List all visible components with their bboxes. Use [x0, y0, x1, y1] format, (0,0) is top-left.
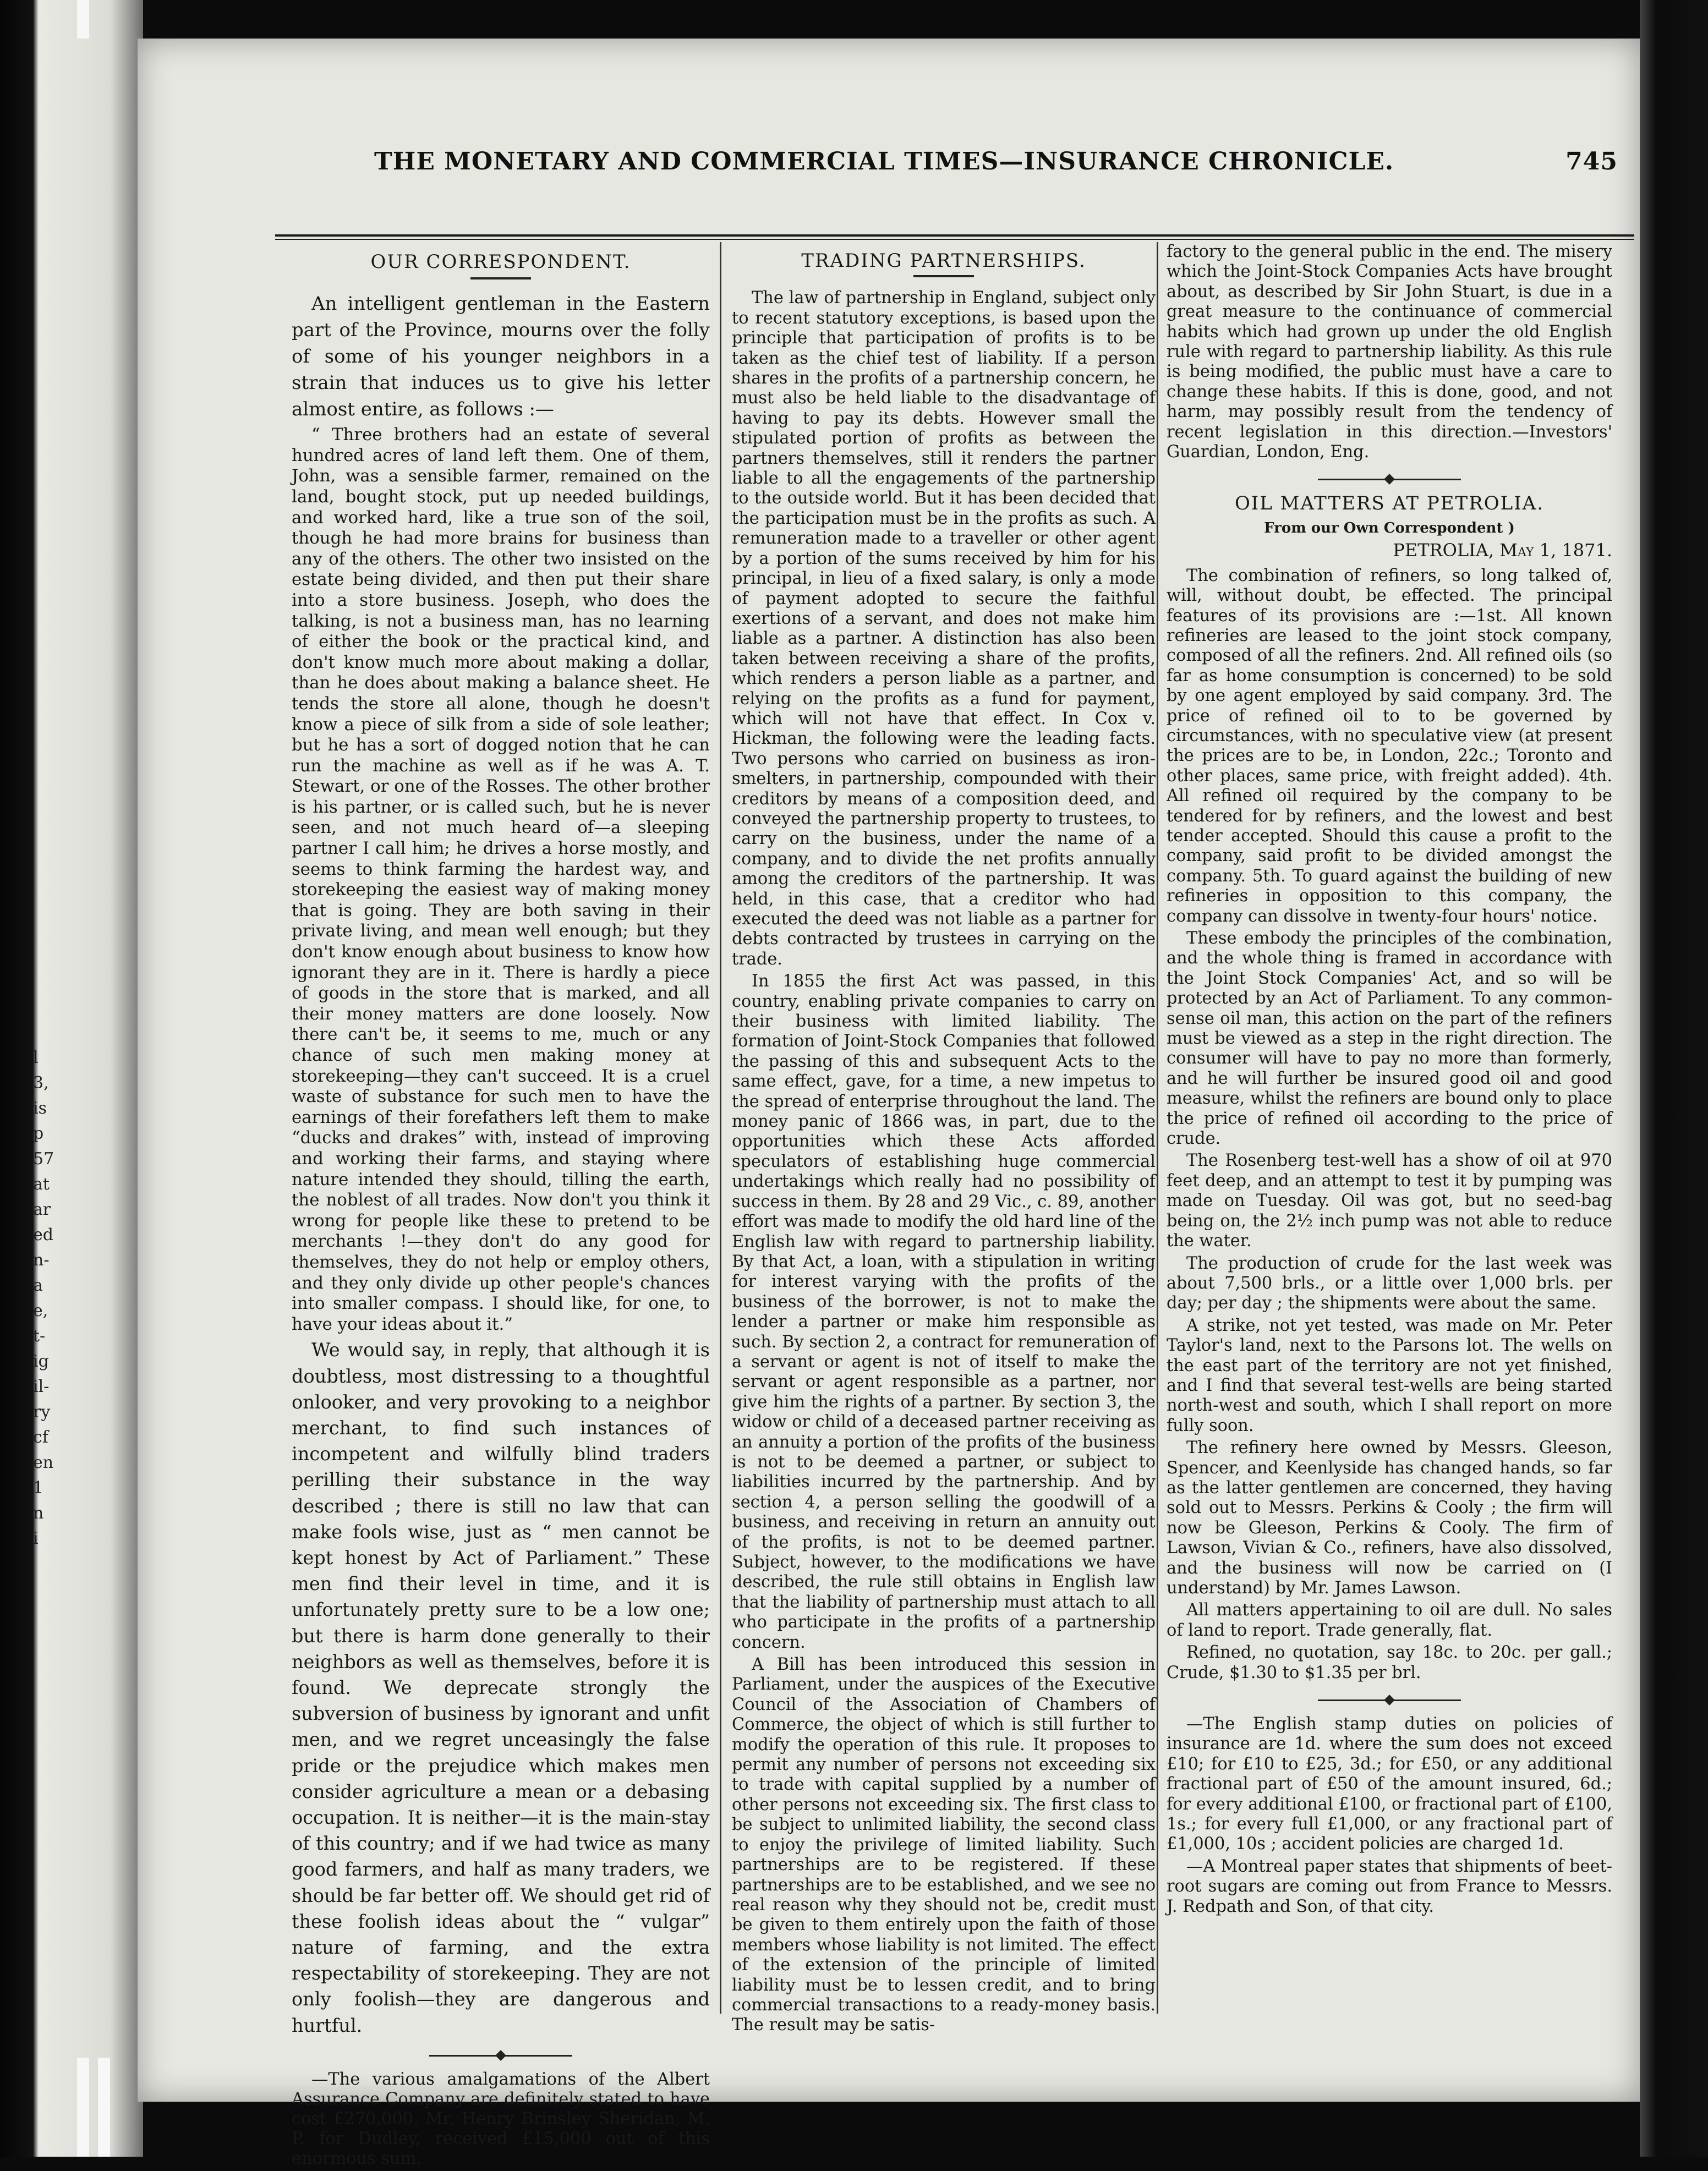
previous-page-fragment: cf — [33, 1428, 48, 1447]
article-continuation: factory to the general public in the end. The misery which the Joint-Stock Companies Acts have brought about, as described by Sir John Stuart, is due in a great measure to the continuance of commercial habits which had grown up under the old English rule with regard to partnership liability. As this rule is being modified, the public must have a care to change these habits. If this is done, good, and not harm, may possibly result from the tendency of recent legislation in this direction.—Investors' Guardian, London, Eng. — [1167, 242, 1612, 462]
article-paragraph: All matters appertaining to oil are dull. No sales of land to report. Trade generally, flat. — [1167, 1600, 1612, 1640]
article-heading: OIL MATTERS AT PETROLIA. — [1234, 492, 1545, 515]
previous-page-fragment: p — [33, 1124, 44, 1143]
article-paragraph: These embody the principles of the combination, and the whole thing is framed in accordance with the Joint Stock Companies' Act, and so will be protected by an Act of Parliament. To any common-sense oil man, this action on the part of the refiners must be viewed as a step in the right direction. The consumer will have to pay no more than formerly, and he will further be insured good oil and good measure, whilst the refiners are bound only to place the price of refined oil according to the price of crude. — [1167, 929, 1612, 1149]
column-right — [1167, 242, 1612, 1919]
article-paragraph: We would say, in reply, that although it is doubtless, most distressing to a thoughtful onlooker, and very provoking to a neighbor merchant, to find such instances of incompetent and wilfully blind traders perilling their substance in the way described ; there is still no law that can make fools wise, just as “ men cannot be kept honest by Act of Parliament.” These men find their level in time, and it is unfortunately pretty sure to be a low one; but there is harm done generally to their neighbors as well as themselves, before it is found. We deprecate strongly the subversion of business by ignorant and unfit men, and we regret unceasingly the false pride or the prejudice which makes men consider agriculture a mean or a debasing occupation. It is neither—it is the main-stay of this country; and if we had twice as many good farmers, and half as many traders, we should be far better off. We should get rid of these foolish ideas about the “ vulgar” nature of farming, and the extra respectability of storekeeping. They are not only foolish—they are dangerous and hurtful. — [292, 1339, 710, 2036]
previous-page-fragment: i — [33, 1529, 39, 1548]
article-paragraph: A strike, not yet tested, was made on Mr. Peter Taylor's land, next to the Parsons lot. The wells on the east part of the territory are not yet finished, and I find that several test-wells are being started north-west and south, which I shall report on more fully soon. — [1167, 1315, 1612, 1435]
column-middle — [732, 242, 1156, 2038]
previous-page-fragment: n- — [33, 1251, 50, 1270]
film-margin-right — [1640, 0, 1708, 2157]
article-paragraph: The refinery here owned by Messrs. Gleeson, Spencer, and Keenlyside has changed hands, so far as the latter gentlemen are concerned, they having sold out to Messrs. Perkins & Cooly ; the firm will now be Gleeson, Perkins & Cooly. The firm of Lawson, Vivian & Co., refiners, have also dissolved, and the business will now be carried on (I understand) by Mr. James Lawson. — [1167, 1438, 1612, 1598]
previous-page-fragment: is — [33, 1099, 47, 1118]
dateline: PETROLIA, May 1, 1871. — [1393, 540, 1612, 561]
article-heading: OUR CORRESPONDENT. — [370, 251, 631, 273]
previous-page-fragment: 3, — [33, 1073, 49, 1093]
header-rule — [275, 234, 1634, 237]
article-paragraph: Refined, no quotation, say 18c. to 20c. per gall.; Crude, $1.30 to $1.35 per brl. — [1167, 1643, 1612, 1682]
previous-page-fragment: 1 — [33, 1478, 44, 1498]
previous-page-edge-text — [33, 1045, 149, 1552]
news-item: —The English stamp duties on policies of insurance are 1d. where the sum does not exceed £10; for £10 to £25, 3d.; for £50, or any additional fractional part of £50 of the amount insured, 6d.; for every additional £100, or fractional part of £100, 1s.; for every full £1,000, or any fractional part of £1,000, 10s ; accident policies are charged 1d. — [1167, 1714, 1612, 1854]
section-divider — [1318, 479, 1461, 480]
column-divider — [720, 242, 721, 2014]
column-left — [292, 242, 710, 2171]
article-paragraph: The production of crude for the last week was about 7,500 brls., or a little over 1,000 brls. per day; per day ; the shipments were about the same. — [1167, 1253, 1612, 1313]
article-paragraph: The Rosenberg test-well has a show of oil at 970 feet deep, and an attempt to test it by pumping was made on Tuesday. Oil was got, but no seed-bag being on, the 2½ inch pump was not able to reduce the water. — [1167, 1151, 1612, 1251]
article-paragraph: The combination of refiners, so long talked of, will, without doubt, be effected. The principal features of its provisions are :—1st. All known refineries are leased to the joint stock company, composed of all the refiners. 2nd. All refined oils (so far as home consumption is concerned) to be sold by one agent employed by said company. 3rd. The price of refined oil to to be governed by circumstances, with no speculative view (at present the prices are to be, in London, 22c.; Toronto and other places, same price, with freight added). 4th. All refined oil required by the company to be tendered for by refiners, and the lowest and best tender accepted. Should this cause a profit to the company, said profit to be divided amongst the company. 5th. To guard against the building of new refineries in opposition to this company, the company can dissolve in twenty-four hours' notice. — [1167, 566, 1612, 926]
previous-page-fragment: ed — [33, 1225, 53, 1245]
film-sprocket-mark — [77, 0, 89, 39]
section-divider — [1318, 1699, 1461, 1701]
header-rule — [275, 239, 1634, 240]
running-title: THE MONETARY AND COMMERCIAL TIMES—INSURANCE CHRONICLE. — [374, 147, 1394, 176]
previous-page-fragment: e, — [33, 1301, 48, 1320]
previous-page-fragment: l — [33, 1048, 39, 1067]
article-paragraph: An intelligent gentleman in the Eastern part of the Province, mourns over the folly of some of his younger neighbors in a strain that induces us to give his letter almost entire, as follows :— — [292, 293, 710, 421]
previous-page-fragment: il- — [33, 1377, 50, 1396]
previous-page-fragment: n — [33, 1504, 44, 1523]
article-paragraph: In 1855 the first Act was passed, in this country, enabling private companies to carry on their business with limited liability. The formation of Joint-Stock Companies that followed the passing of this and subsequent Acts to the same effect, gave, for a time, a new impetus to the spread of enterprise throughout the land. The money panic of 1866 was, in part, due to the opportunities which these Acts afforded speculators of establishing huge commercial undertakings which really had no possibility of success in them. By 28 and 29 Vic., c. 89, another effort was made to modify the old hard line of the English law with regard to partnership liability. By that Act, a loan, with a stipulation in writing for interest varying with the profits of the business of the borrower, is not to make the lender a partner or make him responsible as such. By section 2, a contract for remuneration of a servant or agent is not of itself to make the servant or agent responsible as a partner, nor give him the rights of a partner. By section 3, the widow or child of a deceased partner receiving as an annuity a portion of the profits of the business is not to be deemed a partner, or subject to liabilities incurred by the partnership. And by section 4, a person selling the goodwill of a business, and receiving in return an annuity out of the profits, is not to be deemed partner. Subject, however, to the modifications we have described, the rule still obtains in English law that the liability of partnership must attach to all who participate in the profits of a partnership concern. — [732, 972, 1156, 1652]
previous-page-fragment: t- — [33, 1326, 46, 1346]
previous-page-fragment: 57 — [33, 1149, 54, 1169]
byline: From our Own Correspondent ) — [1264, 519, 1515, 536]
news-item: —The various amalgamations of the Albert Assurance Company are definitely stated to have cost £270,000. Mr. Henry Brinsley Sheridan, M. P. for Dudley, received £15,000 out of this enormous sum. — [292, 2069, 710, 2168]
film-sprocket-mark — [77, 2058, 89, 2157]
page-number: 745 — [1565, 147, 1618, 176]
column-divider — [1157, 242, 1158, 2014]
film-sprocket-mark — [98, 2058, 110, 2157]
previous-page-fragment: ry — [33, 1402, 51, 1422]
section-divider — [429, 2055, 572, 2057]
previous-page-fragment: ig — [33, 1352, 49, 1371]
previous-page-fragment: ar — [33, 1200, 51, 1219]
quoted-letter: “ Three brothers had an estate of several hundred acres of land left them. One of them, John, was a sensible farmer, remained on the land, bought stock, put up needed buildings, and worked hard, like a true son of the soil, though he had more brains for business than any of the others. The other two insisted on the estate being divided, and then put their share into a store business. Joseph, who does the talking, is not a business man, has no learning of either the book or the practical kind, and don't know much more about making a dollar, than he does about making a balance sheet. He tends the store all alone, though he doesn't know a piece of silk from a side of sole leather; but he has a sort of dogged notion that he can run the machine as well as if he was A. T. Stewart, or one of the Rosses. The other brother is his partner, or is called such, but he is never seen, and not much heard of—a sleeping partner I call him; he drives a horse mostly, and seems to think farming the hardest way, and storekeeping the easiest way of making money that is going. They are both saving in their private living, and mean well enough; but they don't know enough about business to know how ignorant they are in it. There is hardly a piece of goods in the store that is marked, and all their money matters are done loosely. Now there can't be, it seems to me, much or any chance of such men making money at storekeeping—they can't succeed. It is a cruel waste of substance for such men to have the earnings of their forefathers left them to make “ducks and drakes” with, instead of improving and working their farms, and staying where nature intended they should, tilling the earth, the noblest of all trades. Now don't you think it wrong for people like these to pretend to be merchants !—they don't do any good for themselves, they do not help or employ others, and they only divide up other people's chances into smaller compass. I should like, for one, to have your ideas about it.” — [292, 425, 710, 1334]
heading-rule — [470, 277, 531, 279]
article-paragraph: A Bill has been introduced this session in Parliament, under the auspices of the Executive Council of the Association of Chambers of Commerce, the object of which is still further to modify the operation of this rule. It proposes to permit any number of persons not exceeding six to trade with capital supplied by a number of other persons not exceeding six. The first class to be subject to unlimited liability, the second class to enjoy the privilege of limited liability. Such partnerships are to be registered. If these partnerships are to be established, and we see no real reason why they should not be, credit must be given to them entirely upon the faith of those members whose liability is not limited. The effect of the extension of the principle of limited liability must be to lessen credit, and to bring commercial transactions to a ready-money basis. The result may be satis- — [732, 1655, 1156, 2035]
previous-page-fragment: en — [33, 1453, 54, 1472]
previous-page-fragment: at — [33, 1175, 50, 1194]
article-heading: TRADING PARTNERSHIPS. — [801, 250, 1086, 272]
article-paragraph: The law of partnership in England, subject only to recent statutory exceptions, is based upon the principle that participation of profits is to be taken as the chief test of liability. If a person shares in the profits of a partnership concern, he must also be held liable to the disadvantage of having to pay its debts. However small the stipulated portion of profits as between the partners themselves, still it renders the partner liable to all the engagements of the partnership to the outside world. But it has been decided that the participation must be in the profits as such. A remuneration made to a traveller or other agent by a portion of the sums received by him for his principal, in lieu of a fixed salary, is only a mode of payment adopted to secure the faithful exertions of a servant, and does not make him liable as a partner. A distinction has also been taken between receiving a share of the profits, which renders a person liable as a partner, and relying on the profits as a fund for payment, which will not have that effect. In Cox v. Hickman, the following were the leading facts. Two persons who carried on business as iron-smelters, in partnership, compounded with their creditors by means of a composition deed, and conveyed the partnership property to trustees, to carry on the business, under the name of a company, and to divide the net profits annually among the creditors of the partnership. It was held, in this case, that a creditor who had executed the deed was not liable as a partner for debts contracted by trustees in carrying on the trade. — [732, 288, 1156, 969]
page-header — [374, 136, 1618, 186]
heading-rule — [913, 275, 974, 277]
previous-page-fragment: a — [33, 1276, 43, 1295]
news-item: —A Montreal paper states that shipments of beet-root sugars are coming out from France to Messrs. J. Redpath and Son, of that city. — [1167, 1856, 1612, 1916]
